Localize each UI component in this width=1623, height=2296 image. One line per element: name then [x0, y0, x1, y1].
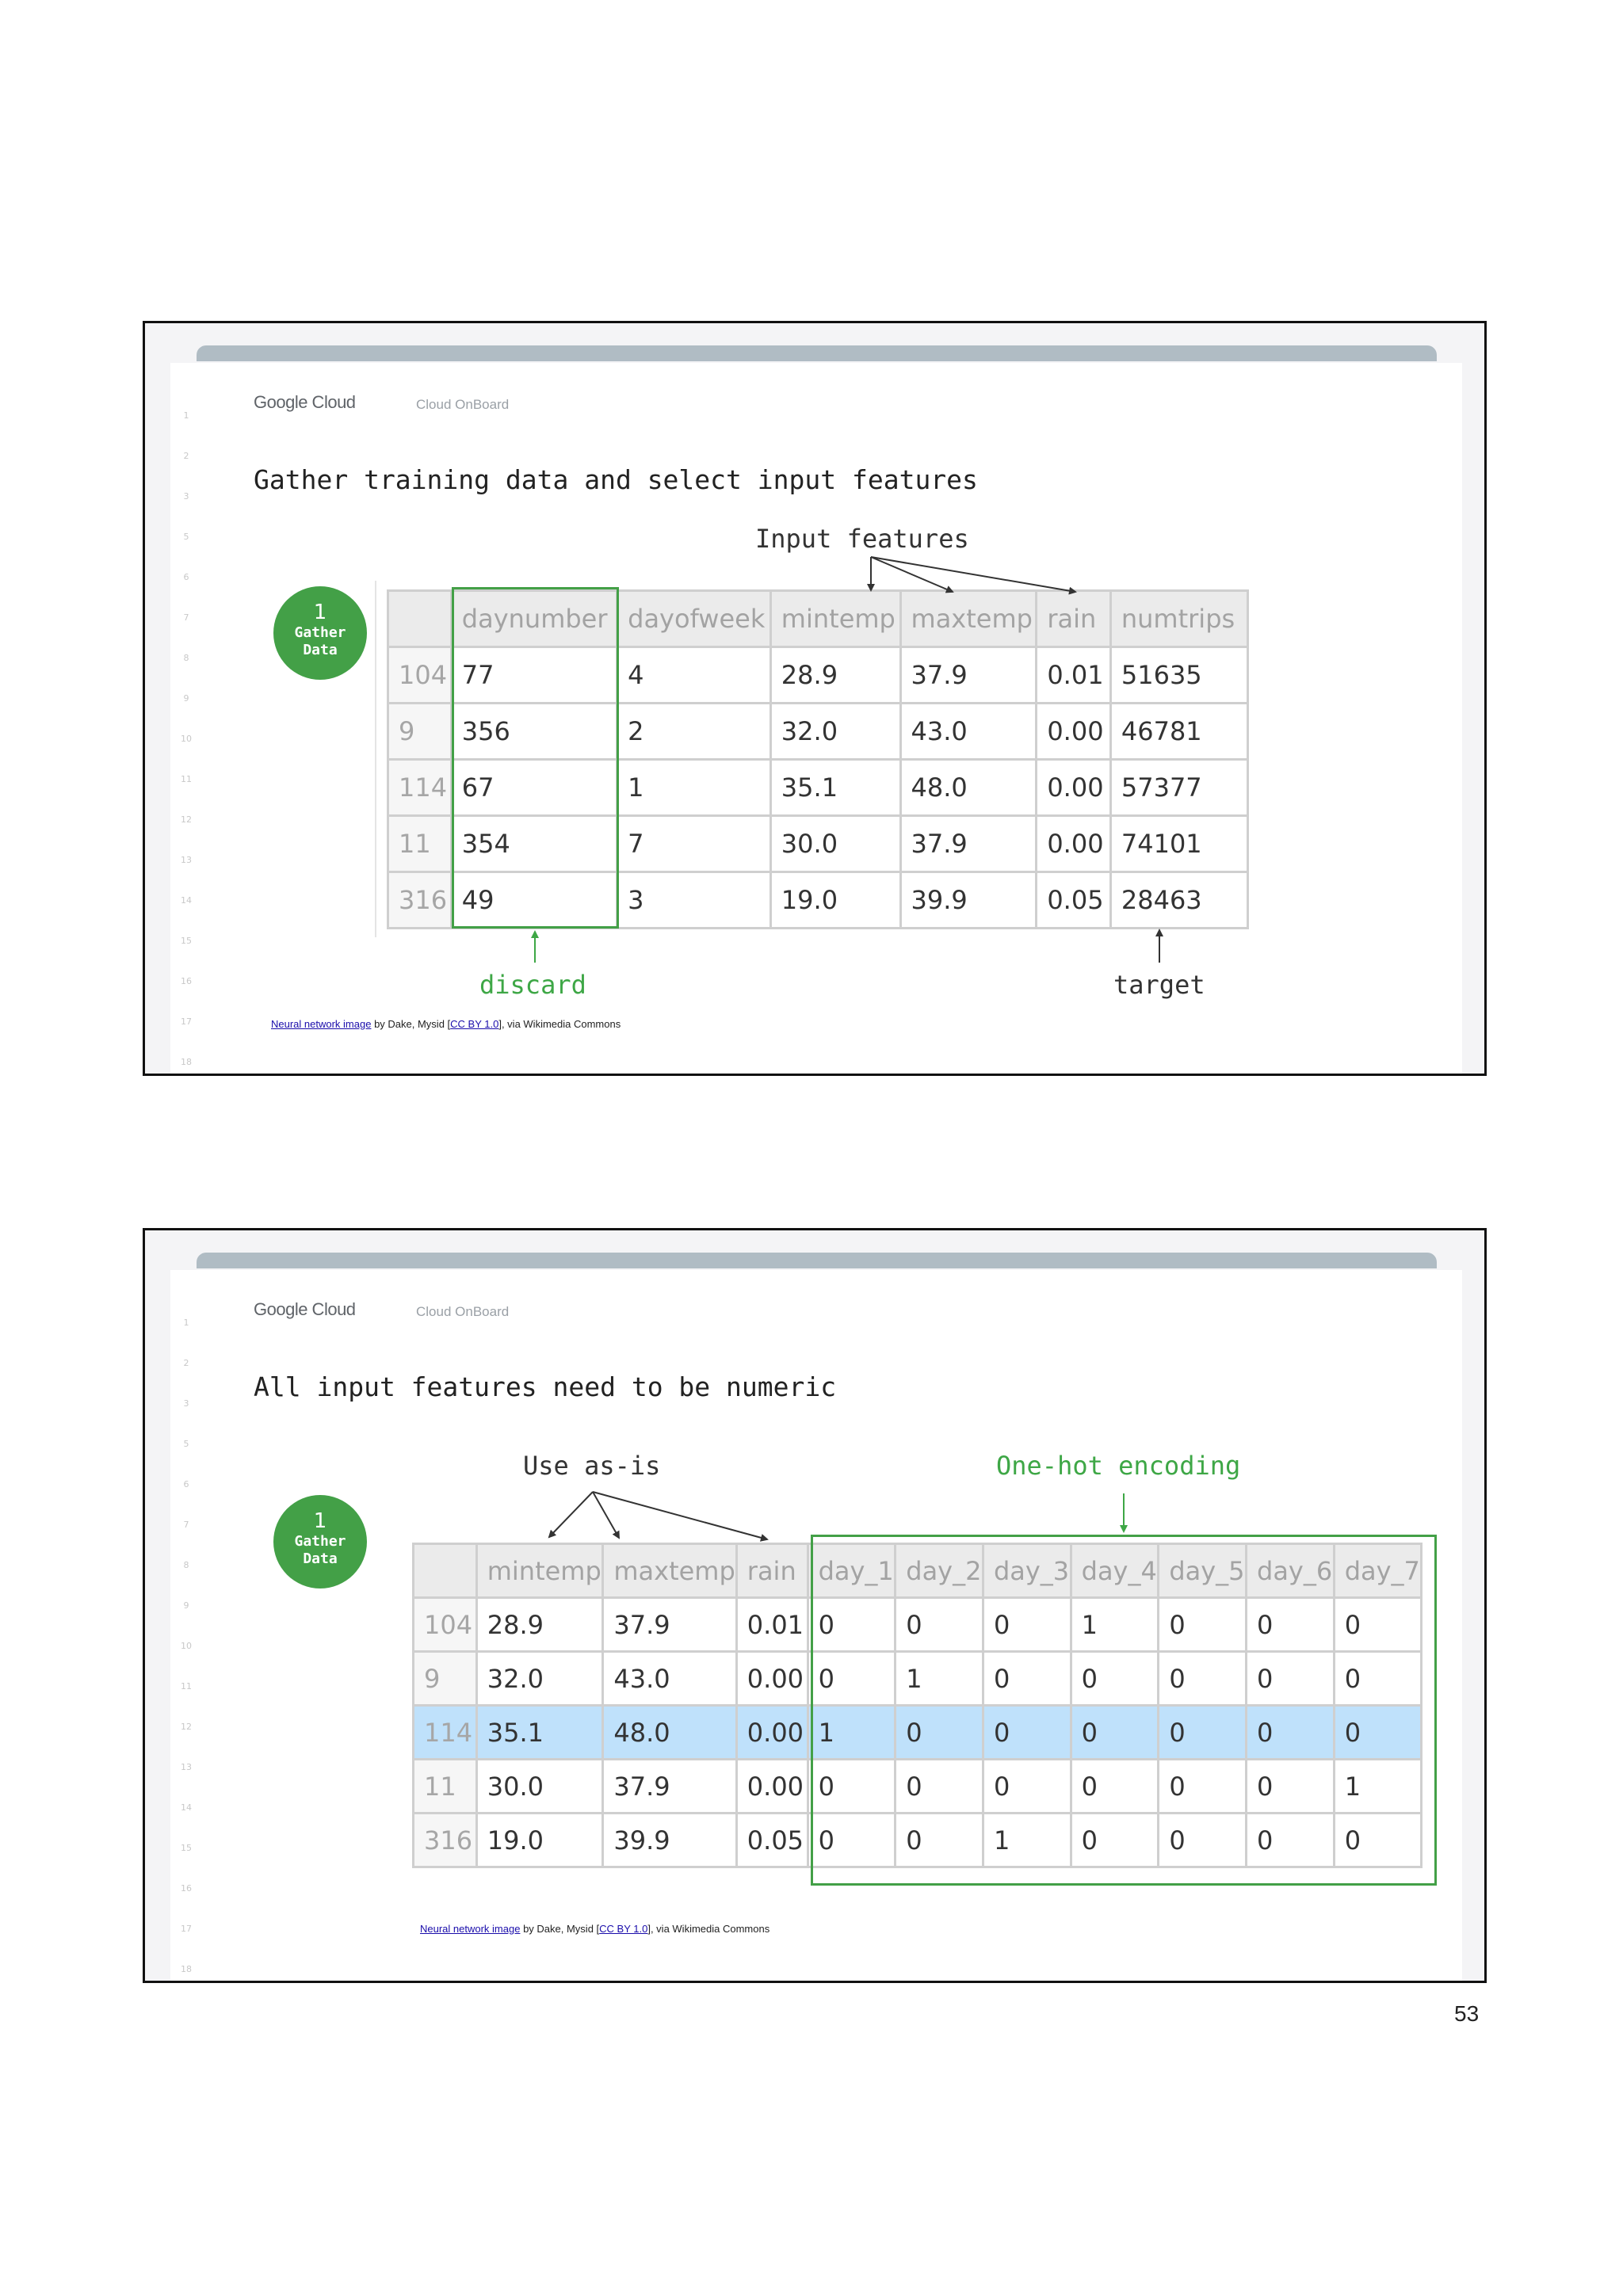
line-number: 8 — [183, 1560, 189, 1570]
table-cell: 356 — [451, 704, 617, 760]
line-number: 14 — [181, 1802, 192, 1813]
line-number: 2 — [183, 451, 189, 461]
one-hot-encoding-label: One-hot encoding — [996, 1451, 1241, 1481]
table-cell: 32.0 — [770, 704, 900, 760]
row-index: 9 — [388, 704, 452, 760]
program-label: Cloud OnBoard — [416, 1304, 510, 1319]
slide-top-bar — [197, 345, 1437, 361]
credit-by: by Dake, Mysid [ — [371, 1018, 451, 1030]
row-index: 114 — [414, 1706, 477, 1760]
slide-2-arrows — [170, 1270, 1462, 1983]
table-cell: 0 — [1071, 1760, 1159, 1814]
column-header: day_5 — [1159, 1544, 1247, 1598]
table-cell: 74101 — [1110, 816, 1247, 872]
column-header: rain — [1037, 591, 1111, 647]
table-cell: 2 — [617, 704, 771, 760]
credit-image-link[interactable]: Neural network image — [420, 1923, 521, 1935]
column-header: numtrips — [1110, 591, 1247, 647]
line-number: 7 — [183, 612, 189, 623]
line-number: 12 — [181, 1722, 192, 1732]
column-header: day_6 — [1247, 1544, 1335, 1598]
row-index: 316 — [388, 872, 452, 929]
table-cell: 0 — [896, 1598, 983, 1652]
table-cell: 0 — [1247, 1760, 1335, 1814]
table-cell: 0 — [983, 1760, 1071, 1814]
column-header: day_1 — [808, 1544, 896, 1598]
line-number: 15 — [181, 1843, 192, 1853]
table-cell: 0.00 — [736, 1760, 808, 1814]
badge-number: 1 — [313, 1509, 327, 1533]
table-cell: 1 — [1334, 1760, 1421, 1814]
line-number: 13 — [181, 855, 192, 865]
table-cell: 0 — [1159, 1706, 1247, 1760]
google-cloud-logo: Google Cloud — [254, 392, 356, 412]
table-cell: 19.0 — [476, 1814, 603, 1867]
credit-license-link[interactable]: CC BY 1.0 — [450, 1018, 499, 1030]
row-index: 9 — [414, 1652, 477, 1706]
table-cell: 19.0 — [770, 872, 900, 929]
column-header: day_7 — [1334, 1544, 1421, 1598]
table-cell: 0 — [808, 1760, 896, 1814]
badge-number: 1 — [313, 601, 327, 624]
column-header: daynumber — [451, 591, 617, 647]
table-cell: 1 — [983, 1814, 1071, 1867]
table-cell: 7 — [617, 816, 771, 872]
table-cell: 1 — [617, 760, 771, 816]
table-cell: 0 — [808, 1598, 896, 1652]
column-header: dayofweek — [617, 591, 771, 647]
table-cell: 0.01 — [1037, 647, 1111, 704]
table-cell: 0 — [983, 1706, 1071, 1760]
line-number: 11 — [181, 774, 192, 784]
column-header: rain — [736, 1544, 808, 1598]
table-cell: 28463 — [1110, 872, 1247, 929]
table-cell: 67 — [451, 760, 617, 816]
slide-top-bar — [197, 1253, 1437, 1268]
table-cell: 35.1 — [770, 760, 900, 816]
table-cell: 0.00 — [1037, 704, 1111, 760]
table-cell: 0 — [896, 1814, 983, 1867]
line-number: 13 — [181, 1762, 192, 1772]
line-number: 17 — [181, 1924, 192, 1934]
table-cell: 37.9 — [603, 1760, 736, 1814]
table-cell: 0.00 — [1037, 760, 1111, 816]
table-cell: 37.9 — [900, 816, 1037, 872]
table-cell: 0 — [808, 1814, 896, 1867]
row-index: 104 — [388, 647, 452, 704]
table-cell: 37.9 — [603, 1598, 736, 1652]
line-number: 16 — [181, 1883, 192, 1894]
line-number: 5 — [183, 1439, 189, 1449]
slide-title: All input features need to be numeric — [254, 1371, 837, 1402]
table-cell: 0.05 — [736, 1814, 808, 1867]
table-cell: 0.05 — [1037, 872, 1111, 929]
table-cell: 3 — [617, 872, 771, 929]
slide-content — [170, 363, 1462, 1076]
table-cell: 0 — [1071, 1652, 1159, 1706]
line-number: 7 — [183, 1520, 189, 1530]
table-cell: 0 — [1071, 1814, 1159, 1867]
table-cell: 28.9 — [476, 1598, 603, 1652]
line-number: 8 — [183, 653, 189, 663]
line-number: 9 — [183, 1600, 189, 1611]
line-number: 1 — [183, 1318, 189, 1328]
table-cell: 0 — [808, 1652, 896, 1706]
line-number: 17 — [181, 1016, 192, 1027]
table-cell: 39.9 — [900, 872, 1037, 929]
line-number: 14 — [181, 895, 192, 906]
column-header: maxtemp — [900, 591, 1037, 647]
table-cell: 0 — [983, 1652, 1071, 1706]
line-number: 18 — [181, 1964, 192, 1974]
table-cell: 0.00 — [736, 1652, 808, 1706]
row-index: 316 — [414, 1814, 477, 1867]
column-header: mintemp — [770, 591, 900, 647]
table-cell: 0 — [1159, 1760, 1247, 1814]
line-number: 6 — [183, 1479, 189, 1489]
line-number: 11 — [181, 1681, 192, 1691]
table-cell: 43.0 — [900, 704, 1037, 760]
badge-line-1: Gather — [294, 1533, 346, 1550]
table-cell: 0.00 — [736, 1706, 808, 1760]
row-index: 104 — [414, 1598, 477, 1652]
line-number: 16 — [181, 976, 192, 986]
table-cell: 39.9 — [603, 1814, 736, 1867]
table-cell: 0 — [1247, 1652, 1335, 1706]
line-number: 12 — [181, 814, 192, 825]
google-cloud-logo: Google Cloud — [254, 1299, 356, 1319]
credit-rest: ], via Wikimedia Commons — [498, 1018, 621, 1030]
table-cell: 28.9 — [770, 647, 900, 704]
table-cell: 30.0 — [770, 816, 900, 872]
slide-2 — [143, 1228, 1487, 1983]
table-cell: 77 — [451, 647, 617, 704]
table-cell: 0 — [1071, 1706, 1159, 1760]
column-header: day_3 — [983, 1544, 1071, 1598]
column-header: maxtemp — [603, 1544, 736, 1598]
table-cell: 1 — [1071, 1598, 1159, 1652]
column-header: day_2 — [896, 1544, 983, 1598]
page-number: 53 — [1454, 2001, 1480, 2026]
table-cell: 0 — [1334, 1598, 1421, 1652]
line-number: 6 — [183, 572, 189, 582]
line-number: 10 — [181, 1641, 192, 1651]
table-cell: 0 — [1159, 1814, 1247, 1867]
row-index: 11 — [388, 816, 452, 872]
line-number: 3 — [183, 491, 189, 502]
use-as-is-label: Use as-is — [523, 1451, 661, 1481]
table-cell: 0 — [1247, 1598, 1335, 1652]
table-cell: 0 — [1334, 1706, 1421, 1760]
credit-image-link[interactable]: Neural network image — [271, 1018, 372, 1030]
discard-label: discard — [479, 970, 586, 1000]
slide-content — [170, 1270, 1462, 1983]
table-cell: 37.9 — [900, 647, 1037, 704]
program-label: Cloud OnBoard — [416, 397, 510, 412]
column-header: day_4 — [1071, 1544, 1159, 1598]
row-index: 11 — [414, 1760, 477, 1814]
table-cell: 0 — [896, 1760, 983, 1814]
table-cell: 1 — [896, 1652, 983, 1706]
line-number: 10 — [181, 734, 192, 744]
credit-rest: ], via Wikimedia Commons — [647, 1923, 770, 1935]
column-header: mintemp — [476, 1544, 603, 1598]
line-number: 15 — [181, 936, 192, 946]
line-number: 1 — [183, 410, 189, 421]
table-cell: 0 — [896, 1706, 983, 1760]
table-cell: 0.01 — [736, 1598, 808, 1652]
row-index: 114 — [388, 760, 452, 816]
credit-license-link[interactable]: CC BY 1.0 — [599, 1923, 648, 1935]
slide-title: Gather training data and select input features — [254, 464, 978, 495]
table-cell: 57377 — [1110, 760, 1247, 816]
line-number: 2 — [183, 1358, 189, 1368]
badge-line-2: Data — [303, 1550, 338, 1567]
table-cell: 354 — [451, 816, 617, 872]
table-cell: 48.0 — [900, 760, 1037, 816]
table-cell: 51635 — [1110, 647, 1247, 704]
slide-1 — [143, 321, 1487, 1076]
table-cell: 0 — [1247, 1706, 1335, 1760]
line-number: 3 — [183, 1398, 189, 1409]
table-cell: 32.0 — [476, 1652, 603, 1706]
line-number: 5 — [183, 532, 189, 542]
table-cell: 46781 — [1110, 704, 1247, 760]
badge-line-2: Data — [303, 642, 338, 658]
line-number: 18 — [181, 1057, 192, 1067]
table-cell: 0.00 — [1037, 816, 1111, 872]
table-cell: 1 — [808, 1706, 896, 1760]
table-cell: 35.1 — [476, 1706, 603, 1760]
target-label: target — [1113, 970, 1205, 1000]
table-cell: 0 — [1334, 1814, 1421, 1867]
credit-by: by Dake, Mysid [ — [520, 1923, 600, 1935]
slide-1-arrows — [170, 363, 1462, 1076]
table-cell: 0 — [1159, 1652, 1247, 1706]
badge-line-1: Gather — [294, 624, 346, 641]
table-cell: 49 — [451, 872, 617, 929]
table-cell: 0 — [983, 1598, 1071, 1652]
table-cell: 0 — [1159, 1598, 1247, 1652]
table-cell: 0 — [1247, 1814, 1335, 1867]
table-cell: 43.0 — [603, 1652, 736, 1706]
table-cell: 48.0 — [603, 1706, 736, 1760]
table-cell: 0 — [1334, 1652, 1421, 1706]
input-features-label: Input features — [755, 524, 969, 554]
table-cell: 4 — [617, 647, 771, 704]
line-number: 9 — [183, 693, 189, 704]
table-cell: 30.0 — [476, 1760, 603, 1814]
